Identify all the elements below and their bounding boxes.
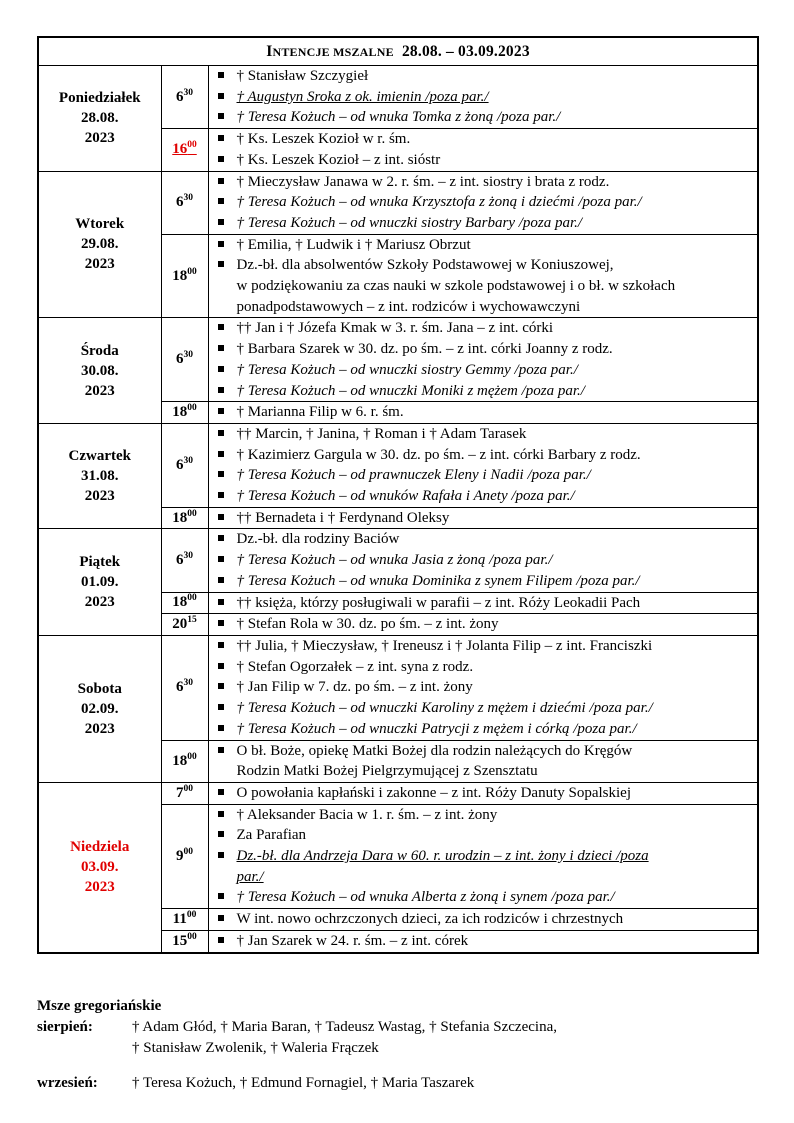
intention-item <box>209 550 758 571</box>
time-cell <box>161 171 208 234</box>
day-date: 01.09. <box>81 574 119 591</box>
intention-list <box>209 783 758 804</box>
day-year: 2023 <box>84 130 115 147</box>
intention-item <box>209 424 758 445</box>
month-names-line: † Teresa Kożuch, † Edmund Fornagiel, † Maria Taszarek <box>132 1075 475 1091</box>
time-minutes: 30 <box>183 455 193 466</box>
time-cell <box>161 234 208 318</box>
gregorian-month <box>37 1073 652 1094</box>
day-cell <box>38 423 161 529</box>
slot-row <box>38 66 758 129</box>
time-hour: 15 <box>172 932 188 949</box>
intention-text: † Stanisław Szczygieł <box>236 68 369 84</box>
day-year: 2023 <box>84 879 115 896</box>
intentions-cell <box>208 66 758 129</box>
intention-text: † Teresa Kożuch – od wnuczki siostry Barbary /poza par./ <box>236 214 583 231</box>
title-dates: 28.08. – 03.09.2023 <box>401 42 530 60</box>
day-cell <box>38 529 161 636</box>
month-names <box>132 1017 652 1059</box>
intention-item <box>209 213 758 234</box>
day-name: Środa <box>80 342 119 359</box>
day-name: Wtorek <box>75 216 125 233</box>
intention-text: †† Marcin, † Janina, † Roman i † Adam Tarasek <box>236 425 527 442</box>
time-cell <box>161 66 208 129</box>
schedule-body <box>38 66 758 953</box>
intention-item <box>209 677 758 698</box>
table-title <box>38 37 758 66</box>
intention-list <box>209 235 758 318</box>
intention-text: † Teresa Kożuch – od wnuka Alberta z żoną i synem /poza par./ <box>236 889 615 906</box>
intention-item <box>209 402 758 423</box>
intention-list <box>209 636 758 740</box>
day-date: 02.09. <box>81 700 119 717</box>
time-hour: 7 <box>176 784 184 801</box>
intention-item <box>209 339 758 360</box>
intention-list <box>209 129 758 170</box>
time-cell <box>161 635 208 740</box>
day-cell <box>38 782 161 952</box>
gregorian-heading: Msze gregoriańskie <box>37 998 162 1014</box>
intention-text-continued: ponadpodstawowych – z int. rodziców i wychowawczyni <box>236 298 581 315</box>
intentions-cell <box>208 318 758 402</box>
time-cell <box>161 804 208 909</box>
intention-item <box>209 381 758 402</box>
time-hour: 6 <box>176 456 184 473</box>
day-name: Czwartek <box>68 448 131 465</box>
intention-text: † Kazimierz Gargula w 30. dz. po śm. – z int. córki Barbary z rodz. <box>236 446 641 463</box>
intentions-cell <box>208 171 758 234</box>
intention-list <box>209 172 758 234</box>
time-minutes: 00 <box>187 403 197 414</box>
intention-item <box>209 909 758 930</box>
intention-text: † Teresa Kożuch – od wnuka Dominika z synem Filipem /poza par./ <box>236 572 640 589</box>
slot-row <box>38 782 758 804</box>
time-hour: 18 <box>172 594 188 611</box>
time-minutes: 30 <box>183 350 193 361</box>
intention-text: †† księża, którzy posługiwali w parafii – z int. Róży Leokadii Pach <box>236 594 641 611</box>
intentions-cell <box>208 592 758 614</box>
day-cell <box>38 66 161 172</box>
intention-text: O bł. Boże, opiekę Matki Bożej dla rodzin należących do Kręgów <box>236 742 633 759</box>
time-cell <box>161 930 208 952</box>
slot-row <box>38 423 758 507</box>
intention-text-continued: w podziękowaniu za czas nauki w szkole podstawowej i o bł. w szkołach <box>236 278 676 295</box>
intention-list <box>209 909 758 930</box>
intention-item <box>209 129 758 150</box>
time-cell <box>161 740 208 782</box>
slot-row <box>38 529 758 592</box>
intention-text: †† Jan i † Józefa Kmak w 3. r. śm. Jana – z int. córki <box>236 320 554 337</box>
slot-row <box>38 171 758 234</box>
intentions-table <box>37 36 759 954</box>
time-hour: 6 <box>176 552 184 569</box>
day-name: Poniedziałek <box>58 90 141 107</box>
intentions-cell <box>208 930 758 952</box>
intention-item <box>209 571 758 592</box>
time-hour: 11 <box>172 910 187 927</box>
intention-item <box>209 783 758 804</box>
time-hour: 18 <box>172 404 188 421</box>
day-name: Niedziela <box>70 839 130 856</box>
intention-text: † Teresa Kożuch – od wnuka Tomka z żoną /poza par./ <box>236 109 561 126</box>
month-names <box>132 1073 652 1094</box>
intention-text: † Jan Filip w 7. dz. po śm. – z int. żony <box>236 679 473 696</box>
intention-list <box>209 805 758 909</box>
time-minutes: 00 <box>187 751 197 762</box>
intentions-cell <box>208 614 758 636</box>
time-cell <box>161 614 208 636</box>
intention-text: †† Bernadeta i † Ferdynand Oleksy <box>236 509 450 526</box>
time-minutes: 00 <box>187 140 197 151</box>
intention-item <box>209 887 758 908</box>
intention-list <box>209 614 758 635</box>
intentions-cell <box>208 804 758 909</box>
intention-item <box>209 698 758 719</box>
time-hour: 20 <box>172 616 188 633</box>
intentions-cell <box>208 782 758 804</box>
day-year: 2023 <box>84 594 115 611</box>
time-cell <box>161 909 208 931</box>
time-cell <box>161 129 208 171</box>
intention-text: † Teresa Kożuch – od prawnuczek Eleny i Nadii /poza par./ <box>236 467 591 484</box>
day-year: 2023 <box>84 256 115 273</box>
intention-item <box>209 593 758 614</box>
intention-list <box>209 402 758 423</box>
intention-item <box>209 107 758 128</box>
time-hour: 18 <box>172 752 188 769</box>
intention-text: †† Julia, † Mieczysław, † Ireneusz i † Jolanta Filip – z int. Franciszki <box>236 637 653 654</box>
intention-list <box>209 424 758 507</box>
gregorian-month <box>37 1017 652 1059</box>
time-hour: 6 <box>176 351 184 368</box>
intention-list <box>209 508 758 529</box>
title-caption: NTENCJE MSZALNE <box>272 44 394 59</box>
time-minutes: 30 <box>183 87 193 98</box>
gregorian-masses <box>37 996 652 1094</box>
intentions-cell <box>208 529 758 592</box>
day-name: Sobota <box>77 680 122 697</box>
intention-text: † Stefan Ogorzałek – z int. syna z rodz. <box>236 658 474 675</box>
day-date: 29.08. <box>81 236 119 253</box>
title-initial: I <box>266 42 273 60</box>
intention-text: † Teresa Kożuch – od wnuczki Karoliny z mężem i dziećmi /poza par./ <box>236 700 653 717</box>
intentions-cell <box>208 423 758 507</box>
day-cell <box>38 171 161 318</box>
day-name: Piątek <box>79 554 121 571</box>
intention-item <box>209 150 758 171</box>
intention-item <box>209 805 758 826</box>
intention-item <box>209 465 758 486</box>
intention-list <box>209 529 758 591</box>
time-hour: 6 <box>176 679 184 696</box>
time-minutes: 00 <box>187 266 197 277</box>
time-minutes: 00 <box>187 931 197 942</box>
intentions-cell <box>208 909 758 931</box>
intention-item <box>209 741 758 782</box>
day-cell <box>38 318 161 424</box>
time-hour: 18 <box>172 509 188 526</box>
day-year: 2023 <box>84 488 115 505</box>
intention-item <box>209 508 758 529</box>
intention-item <box>209 931 758 952</box>
slot-row <box>38 635 758 740</box>
intention-item <box>209 235 758 256</box>
intention-text: Dz.-bł. dla rodziny Baciów <box>236 531 400 548</box>
intention-item <box>209 87 758 108</box>
intention-text: † Teresa Kożuch – od wnuczki Moniki z mężem /poza par./ <box>236 382 585 399</box>
intention-text: † Mieczysław Janawa w 2. r. śm. – z int. siostry i brata z rodz. <box>236 173 610 190</box>
intentions-cell <box>208 740 758 782</box>
day-date: 28.08. <box>81 110 119 127</box>
intention-list <box>209 741 758 782</box>
intention-item <box>209 445 758 466</box>
intention-item <box>209 657 758 678</box>
time-cell <box>161 507 208 529</box>
intention-item <box>209 846 758 887</box>
intention-text: † Teresa Kożuch – od wnuczki Patrycji z mężem i córką /poza par./ <box>236 720 637 737</box>
time-hour: 6 <box>176 194 184 211</box>
intention-text: Za Parafian <box>236 827 307 844</box>
time-cell <box>161 318 208 402</box>
day-date: 31.08. <box>81 468 119 485</box>
intention-text: † Ks. Leszek Kozioł w r. śm. <box>236 131 411 148</box>
intention-item <box>209 360 758 381</box>
intention-item <box>209 825 758 846</box>
intention-text: Dz.-bł. dla Andrzeja Dara w 60. r. urodzin – z int. żony i dzieci /poza <box>236 848 649 865</box>
time-minutes: 00 <box>183 846 193 857</box>
intention-item <box>209 66 758 87</box>
time-hour: 16 <box>172 141 188 158</box>
intention-item <box>209 486 758 507</box>
time-cell <box>161 782 208 804</box>
intention-item <box>209 318 758 339</box>
time-hour: 9 <box>176 847 184 864</box>
time-minutes: 00 <box>183 783 193 794</box>
intention-item <box>209 172 758 193</box>
intention-text: † Stefan Rola w 30. dz. po śm. – z int. żony <box>236 616 499 633</box>
month-names-line: † Adam Głód, † Maria Baran, † Tadeusz Wastag, † Stefania Szczecina, <box>132 1019 557 1035</box>
intention-text: † Teresa Kożuch – od wnuka Krzysztofa z żoną i dziećmi /poza par./ <box>236 194 642 211</box>
intention-list <box>209 593 758 614</box>
day-year: 2023 <box>84 382 115 399</box>
intention-item <box>209 255 758 317</box>
time-minutes: 30 <box>183 551 193 562</box>
intention-text: † Aleksander Bacia w 1. r. śm. – z int. żony <box>236 806 498 823</box>
intention-text: † Emilia, † Ludwik i † Mariusz Obrzut <box>236 236 471 253</box>
time-minutes: 00 <box>187 593 197 604</box>
time-cell <box>161 592 208 614</box>
time-minutes: 30 <box>183 678 193 689</box>
slot-row <box>38 318 758 402</box>
day-date: 03.09. <box>81 859 119 876</box>
day-cell <box>38 635 161 782</box>
time-hour: 18 <box>172 267 188 284</box>
intentions-cell <box>208 635 758 740</box>
intention-item <box>209 636 758 657</box>
time-cell <box>161 529 208 592</box>
intention-list <box>209 931 758 952</box>
time-minutes: 00 <box>187 508 197 519</box>
time-minutes: 15 <box>187 615 197 626</box>
intention-text: † Jan Szarek w 24. r. śm. – z int. córek <box>236 932 469 949</box>
intentions-cell <box>208 507 758 529</box>
intentions-cell <box>208 129 758 171</box>
intention-item <box>209 719 758 740</box>
intention-item <box>209 614 758 635</box>
day-year: 2023 <box>84 720 115 737</box>
intention-text: † Marianna Filip w 6. r. śm. <box>236 404 404 421</box>
intention-text-continued: par./ <box>236 868 264 885</box>
intention-text-continued: Rodzin Matki Bożej Pielgrzymującej z Szensztatu <box>236 763 538 780</box>
intention-text: † Barbara Szarek w 30. dz. po śm. – z int. córki Joanny z rodz. <box>236 341 613 358</box>
intention-text: † Teresa Kożuch – od wnuków Rafała i Anety /poza par./ <box>236 488 575 505</box>
intention-text: † Ks. Leszek Kozioł – z int. sióstr <box>236 151 441 168</box>
intention-text: O powołania kapłański i zakonne – z int. Róży Danuty Sopalskiej <box>236 784 632 801</box>
intention-text: Dz.-bł. dla absolwentów Szkoły Podstawowej w Koniuszowej, <box>236 257 614 274</box>
intention-text: W int. nowo ochrzczonych dzieci, za ich rodziców i chrzestnych <box>236 911 624 928</box>
intention-list <box>209 66 758 128</box>
intentions-cell <box>208 234 758 318</box>
month-label: sierpień: <box>37 1019 93 1035</box>
time-cell <box>161 402 208 424</box>
month-label: wrzesień: <box>37 1075 98 1091</box>
intention-text: † Augustyn Sroka z ok. imienin /poza par./ <box>236 88 489 105</box>
time-cell <box>161 423 208 507</box>
time-minutes: 30 <box>183 193 193 204</box>
intention-list <box>209 318 758 401</box>
time-minutes: 00 <box>186 909 197 920</box>
month-names-line: † Stanisław Zwolenik, † Waleria Frączek <box>132 1040 379 1056</box>
intention-item <box>209 192 758 213</box>
intention-item <box>209 529 758 550</box>
day-date: 30.08. <box>81 362 119 379</box>
time-hour: 6 <box>176 88 184 105</box>
intentions-cell <box>208 402 758 424</box>
intention-text: † Teresa Kożuch – od wnuka Jasia z żoną /poza par./ <box>236 552 553 569</box>
intention-text: † Teresa Kożuch – od wnuczki siostry Gemmy /poza par./ <box>236 361 578 378</box>
